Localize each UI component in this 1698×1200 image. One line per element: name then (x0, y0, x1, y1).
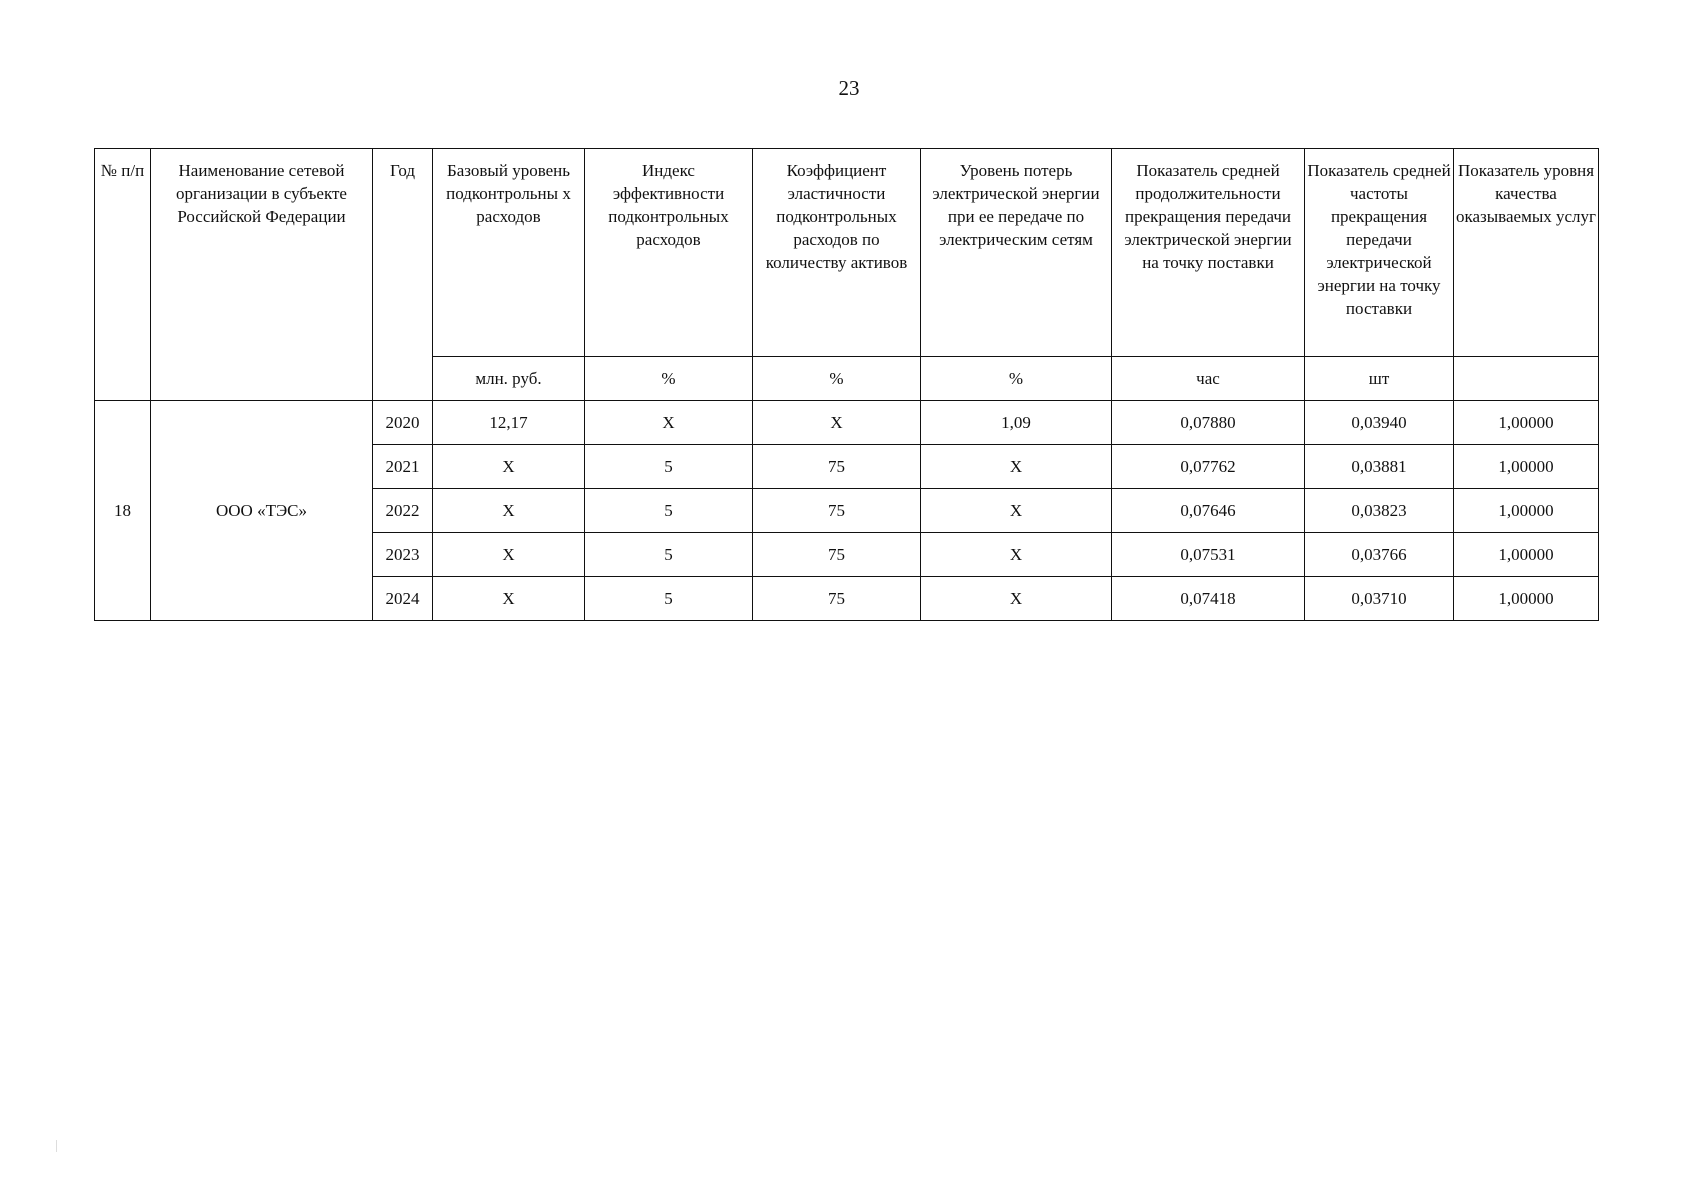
header-base: Базовый уровень подконтрольны х расходов (433, 149, 585, 357)
cell-base: X (433, 445, 585, 489)
cell-index: 5 (585, 445, 753, 489)
cell-elasticity: 75 (753, 489, 921, 533)
cell-frequency: 0,03940 (1305, 401, 1454, 445)
cell-losses: X (921, 533, 1112, 577)
cell-index: X (585, 401, 753, 445)
cell-base: X (433, 577, 585, 621)
unit-duration: час (1112, 357, 1305, 401)
cell-index: 5 (585, 533, 753, 577)
cell-year: 2024 (373, 577, 433, 621)
cell-quality: 1,00000 (1454, 401, 1599, 445)
cell-duration: 0,07418 (1112, 577, 1305, 621)
header-losses: Уровень потерь электрической энергии при ее передаче по электрическим сетям (921, 149, 1112, 357)
cell-year: 2020 (373, 401, 433, 445)
cell-elasticity: 75 (753, 445, 921, 489)
cell-losses: 1,09 (921, 401, 1112, 445)
unit-base: млн. руб. (433, 357, 585, 401)
cell-base: 12,17 (433, 401, 585, 445)
header-quality: Показатель уровня качества оказываемых услуг (1454, 149, 1599, 357)
row-org: ООО «ТЭС» (151, 401, 373, 621)
cell-duration: 0,07762 (1112, 445, 1305, 489)
cell-frequency: 0,03881 (1305, 445, 1454, 489)
cell-year: 2023 (373, 533, 433, 577)
page-number: 23 (838, 76, 860, 100)
scan-edge-mark (56, 1140, 57, 1152)
cell-base: X (433, 489, 585, 533)
cell-index: 5 (585, 577, 753, 621)
header-org: Наименование сетевой организации в субъекте Российской Федерации (151, 149, 373, 401)
cell-index: 5 (585, 489, 753, 533)
header-year: Год (373, 149, 433, 401)
row-num: 18 (95, 401, 151, 621)
cell-frequency: 0,03710 (1305, 577, 1454, 621)
unit-losses: % (921, 357, 1112, 401)
cell-frequency: 0,03766 (1305, 533, 1454, 577)
cell-frequency: 0,03823 (1305, 489, 1454, 533)
cell-losses: X (921, 489, 1112, 533)
cell-elasticity: X (753, 401, 921, 445)
cell-duration: 0,07880 (1112, 401, 1305, 445)
cell-quality: 1,00000 (1454, 533, 1599, 577)
indicators-table (94, 148, 1599, 621)
table-row (95, 401, 1599, 445)
cell-year: 2022 (373, 489, 433, 533)
unit-elasticity: % (753, 357, 921, 401)
cell-quality: 1,00000 (1454, 489, 1599, 533)
header-frequency: Показатель средней частоты прекращения передачи электрической энергии на точку поставки (1305, 149, 1454, 357)
unit-frequency: шт (1305, 357, 1454, 401)
cell-elasticity: 75 (753, 577, 921, 621)
cell-year: 2021 (373, 445, 433, 489)
header-index: Индекс эффективности подконтрольных расходов (585, 149, 753, 357)
cell-losses: X (921, 577, 1112, 621)
unit-quality (1454, 357, 1599, 401)
cell-duration: 0,07646 (1112, 489, 1305, 533)
header-row (95, 149, 1599, 357)
unit-index: % (585, 357, 753, 401)
cell-quality: 1,00000 (1454, 577, 1599, 621)
cell-base: X (433, 533, 585, 577)
header-elasticity: Коэффициент эластичности подконтрольных расходов по количеству активов (753, 149, 921, 357)
cell-quality: 1,00000 (1454, 445, 1599, 489)
header-duration: Показатель средней продолжительности прекращения передачи электрической энергии на точку поставки (1112, 149, 1305, 357)
cell-losses: X (921, 445, 1112, 489)
header-num: № п/п (95, 149, 151, 401)
cell-duration: 0,07531 (1112, 533, 1305, 577)
cell-elasticity: 75 (753, 533, 921, 577)
